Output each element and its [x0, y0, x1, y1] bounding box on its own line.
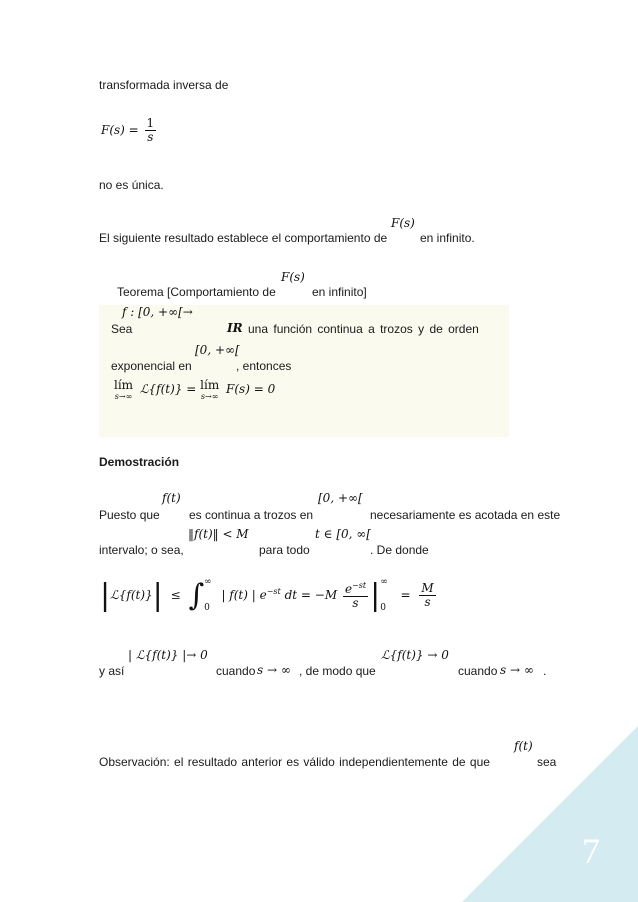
proof-text: .	[543, 664, 547, 678]
proof-text: necesariamente es acotada en este	[370, 508, 561, 522]
math-abs-laplace: | ℒ{f(t)} |→ 0	[128, 648, 208, 662]
fraction	[145, 117, 157, 144]
formula-lhs: F(s) =	[101, 123, 139, 138]
text-line: El siguiente resultado establece el comportamiento de	[99, 231, 388, 245]
math-limit: s → ∞	[257, 663, 291, 677]
fraction-denominator: s	[147, 130, 154, 145]
abs-bar: |	[152, 577, 163, 613]
lim-text: lím	[114, 378, 134, 392]
math-ft: f(t)	[514, 739, 533, 753]
proof-text: cuando	[216, 664, 256, 678]
proof-text: para todo	[259, 543, 310, 557]
math-interval: [0, +∞[	[318, 491, 363, 505]
fraction-denominator: s	[352, 595, 359, 610]
limit	[200, 378, 219, 401]
num-base: e	[344, 581, 353, 596]
lower-limit: 0	[204, 602, 210, 613]
math-fs: F(s)	[391, 216, 415, 230]
proof-text: Puesto que	[99, 508, 160, 522]
proof-text: . De donde	[370, 543, 429, 557]
section-heading: Demostración	[99, 455, 180, 469]
fraction-numerator	[343, 582, 368, 597]
proof-text: y así	[99, 664, 125, 678]
eq-exponent: −st	[266, 587, 281, 597]
eq-leq: ≤	[170, 588, 181, 603]
eq-dt: dt = −M	[284, 588, 338, 603]
limit	[114, 378, 133, 401]
eval-limits	[380, 577, 388, 614]
observation-text: sea	[537, 755, 557, 769]
corner-decoration	[462, 726, 638, 902]
fraction-numerator: 1	[146, 116, 155, 130]
theorem-sentence: , entonces	[236, 359, 292, 373]
theorem-sentence: una función continua a trozos y de orden	[248, 322, 479, 336]
integral-limits	[204, 577, 212, 614]
fraction-numerator: M	[421, 581, 434, 595]
theorem-formula	[114, 378, 275, 401]
eq-integrand: | f(t) | e	[221, 588, 267, 603]
formula-end: F(s) = 0	[226, 382, 276, 396]
text-line: no es única.	[99, 178, 164, 192]
math-laplace: ℒ{f(t)} → 0	[381, 648, 449, 662]
theorem-title: Teorema [Comportamiento de	[117, 285, 276, 299]
observation-text: Observación: el resultado anterior es válido independientemente de que	[99, 755, 490, 769]
laplace-term: ℒ{f(t)} =	[139, 382, 197, 396]
theorem-sea: Sea	[111, 322, 133, 336]
abs-bar: |	[100, 577, 111, 613]
eval-bar: |	[370, 577, 381, 613]
eval-upper: ∞	[380, 577, 388, 587]
theorem-title-end: en infinito]	[312, 285, 367, 299]
num-exp: −st	[352, 580, 367, 590]
math-ft: f(t)	[162, 491, 181, 505]
lim-subscript: s→∞	[200, 392, 219, 401]
math-bound: ‖f(t)‖ < M	[188, 527, 249, 541]
text-line: en infinito.	[420, 231, 475, 245]
formula-fs	[101, 117, 158, 144]
proof-text: cuando	[458, 664, 498, 678]
page-number: 7	[582, 831, 600, 871]
math-fs: F(s)	[281, 270, 305, 284]
text-line: transformada inversa de	[99, 78, 229, 92]
math-reals: IR	[227, 321, 243, 335]
math-interval: [0, +∞[	[195, 343, 240, 357]
integral-sign: ∫	[188, 578, 205, 614]
proof-text: intervalo; o sea,	[99, 543, 184, 557]
theorem-sentence: exponencial en	[111, 359, 192, 373]
proof-text: es continua a trozos en	[189, 508, 314, 522]
proof-text: , de modo que	[299, 664, 376, 678]
fraction	[343, 582, 368, 610]
fraction	[419, 582, 435, 609]
proof-equation	[100, 577, 438, 614]
upper-limit: ∞	[204, 577, 212, 587]
math-t-domain: t ∈ [0, ∞[	[315, 527, 371, 541]
fraction-denominator: s	[424, 595, 431, 610]
math-limit: s → ∞	[500, 663, 534, 677]
math-f-domain: f : [0, +∞[→	[122, 305, 193, 319]
eq-equals: =	[400, 588, 411, 603]
eq-lhs: ℒ{f(t)}	[110, 588, 153, 603]
lim-subscript: s→∞	[114, 392, 133, 401]
lim-text: lím	[200, 378, 220, 392]
eval-lower: 0	[380, 602, 386, 613]
